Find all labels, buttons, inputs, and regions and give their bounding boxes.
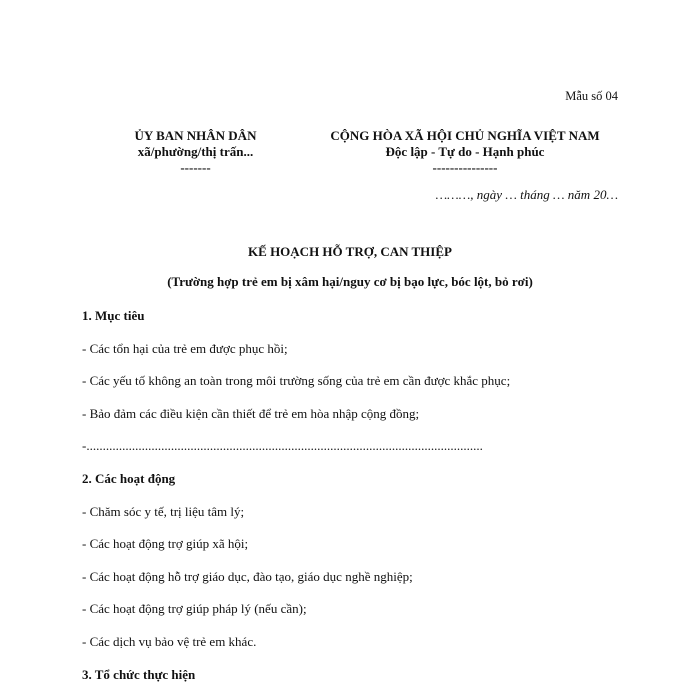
list-item: - Các tổn hại của trẻ em được phục hồi; <box>82 340 288 356</box>
authority-locality: xã/phường/thị trấn... <box>137 144 254 159</box>
fill-in-line: -.......................................................................................................................... <box>82 438 483 454</box>
issuing-authority-header <box>103 128 288 176</box>
list-item: - Bảo đảm các điều kiện cần thiết để trẻ em hòa nhập cộng đồng; <box>82 405 420 421</box>
national-separator: --------------- <box>432 160 498 175</box>
authority-separator: ------- <box>180 160 211 175</box>
list-item: - Các hoạt động trợ giúp pháp lý (nếu cần); <box>82 601 307 617</box>
authority-name: ỦY BAN NHÂN DÂN <box>134 128 257 143</box>
list-item: - Các yếu tố không an toàn trong môi trường sống của trẻ em cần được khắc phục; <box>82 373 511 389</box>
document-title: KẾ HOẠCH HỖ TRỢ, CAN THIỆP <box>248 244 452 259</box>
list-item: - Các dịch vụ bảo vệ trẻ em khác. <box>82 633 257 649</box>
list-item: - Chăm sóc y tế, trị liệu tâm lý; <box>82 503 245 519</box>
form-number: Mẫu số 04 <box>565 89 618 103</box>
national-title: CỘNG HÒA XÃ HỘI CHỦ NGHĨA VIỆT NAM <box>330 128 600 143</box>
section-heading: 1. Mục tiêu <box>82 308 145 323</box>
national-motto: Độc lập - Tự do - Hạnh phúc <box>385 144 545 159</box>
section-heading: 2. Các hoạt động <box>82 470 176 486</box>
list-item: - Các hoạt động trợ giúp xã hội; <box>82 536 249 552</box>
list-item: - Các hoạt động hỗ trợ giáo dục, đào tạo, giáo dục nghề nghiệp; <box>82 568 413 584</box>
document-subtitle: (Trường hợp trẻ em bị xâm hại/nguy cơ bị bạo lực, bóc lột, bỏ rơi) <box>167 274 533 289</box>
document-body <box>82 307 622 698</box>
section-heading: 3. Tổ chức thực hiện <box>82 666 196 682</box>
national-header <box>300 128 630 176</box>
date-line: ………, ngày … tháng … năm 20… <box>435 187 618 202</box>
